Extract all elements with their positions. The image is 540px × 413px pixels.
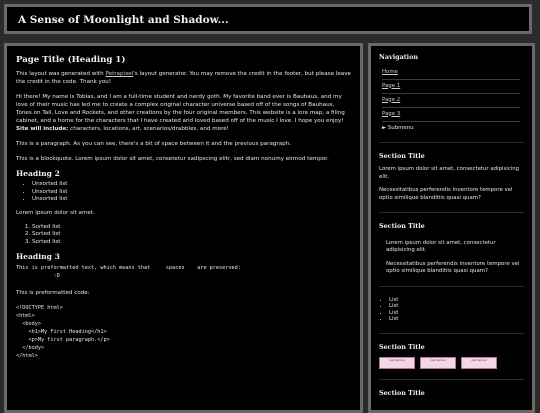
code-intro: This is preformatted code: [16,290,90,296]
sidebar-list-section [379,286,524,323]
section-text: Lorem ipsum dolor sit amet, consectetur adipisicing elit. [379,166,520,180]
intro-paragraph [16,70,351,86]
sidebar-section-3 [379,333,524,370]
list-item: • List [389,303,524,310]
about-text: Hi there! My name is Tobias, and I am a full-time student and nerdy goth. My favorite band ever is Bauhaus, and my love of their music has led me to create a complex original character universe based off of the songs of Bauhaus, Tones on Tail, Love and Rockets, and other creations by the four original members. This website is a lore map, a filing cabinet, and a home for the characters that I have created and loved based off of the music I love. I hope you enjoy! [16,94,345,124]
list-item: 1. Sorted list [32,224,351,232]
link-button[interactable]: petrapixel [379,357,415,369]
nav-divider [382,93,520,94]
section-text: Lorem ipsum dolor sit amet, consectetur adipisicing elit. [386,239,496,253]
list-item: • Unsorted list [32,196,351,204]
heading-2: Heading 2 [16,169,60,178]
sidebar-section-2 [379,212,524,276]
link-button[interactable]: petrapixel [461,357,497,369]
sidebar-section-1 [379,142,524,203]
nav-link-page-3[interactable]: Page 3 [382,110,401,117]
intro-text-before: This layout was generated with [16,71,106,77]
nav-link-home[interactable]: Home [382,68,398,75]
submenu-toggle[interactable] [382,124,524,132]
section-text: Necessitatibus perferendis inventore tempore vel optio similique blanditiis quasi quam? [386,260,520,274]
list-item: • List [389,316,524,323]
nav-item-page-2[interactable] [382,96,524,104]
list-item: • Unsorted list [32,189,351,197]
sidebar [368,43,535,413]
intro-text-after: 's layout generator. You may remove the credit in the footer, but please leave the credit in the code. Thank you! [16,71,351,85]
section-title: Section Title [379,342,425,351]
sorted-list [16,224,351,247]
section-title: Section Title [379,389,425,398]
triangle-right-icon: ► [382,124,387,131]
site-title: A Sense of Moonlight and Shadow... [18,14,229,26]
nav-title: Navigation [379,53,419,61]
unsorted-list [16,181,351,204]
nav-link-page-2[interactable]: Page 2 [382,96,401,103]
about-paragraph [16,93,351,133]
nav-link-page-1[interactable]: Page 1 [382,82,401,89]
code-block: <!DOCTYPE html> <html> <body> <h1>My First Heading</h1> <p>My first paragraph.</p> </body> </html> [16,305,110,359]
nav-divider [382,79,520,80]
nav-item-page-3[interactable] [382,110,524,118]
list-item: 2. Sorted list [32,231,351,239]
nav-item-page-1[interactable] [382,82,524,90]
blockquote: This is a blockquote. Lorem ipsum dolor sit amet, consetetur sadipscing elitr, sed diam nonumy eirmod tempor. [16,156,329,162]
petrapixel-credit-link[interactable]: Petrapixel [105,71,134,77]
nav-divider [382,107,520,108]
sidebar-section-4 [379,379,524,398]
lorem-short: Lorem ipsum dolor sit amet. [16,209,95,216]
section-title: Section Title [379,222,425,230]
heading-3: Heading 3 [16,252,60,261]
nav-divider [382,121,520,122]
list-item: • List [389,310,524,317]
button-row [379,357,524,369]
sample-paragraph: This is a paragraph. As you can see, there's a bit of space between it and the previous paragraph. [16,141,292,147]
nav-item-home[interactable] [382,68,524,76]
page-title: Page Title (Heading 1) [16,55,126,65]
section-text: Necessitatibus perferendis inventore tempore vel optio similique blanditiis quasi quam? [379,187,513,201]
link-button[interactable]: petrapixel [420,357,456,369]
submenu-label: Submenu [387,124,414,131]
site-header [4,4,532,34]
about-tail-text: characters, locations, art, scenarios/drabbles, and more! [68,126,229,132]
about-bold-text: Site will include: [16,126,69,132]
preformatted-text: This is preformatted text, which means that spaces are preserved: :D [16,265,241,279]
section-title: Section Title [379,151,425,160]
list-item: • Unsorted list [32,181,351,189]
main-content [4,43,363,413]
sidebar-list [379,297,524,323]
list-item: 3. Sorted list [32,239,351,247]
list-item: • List [389,297,524,304]
